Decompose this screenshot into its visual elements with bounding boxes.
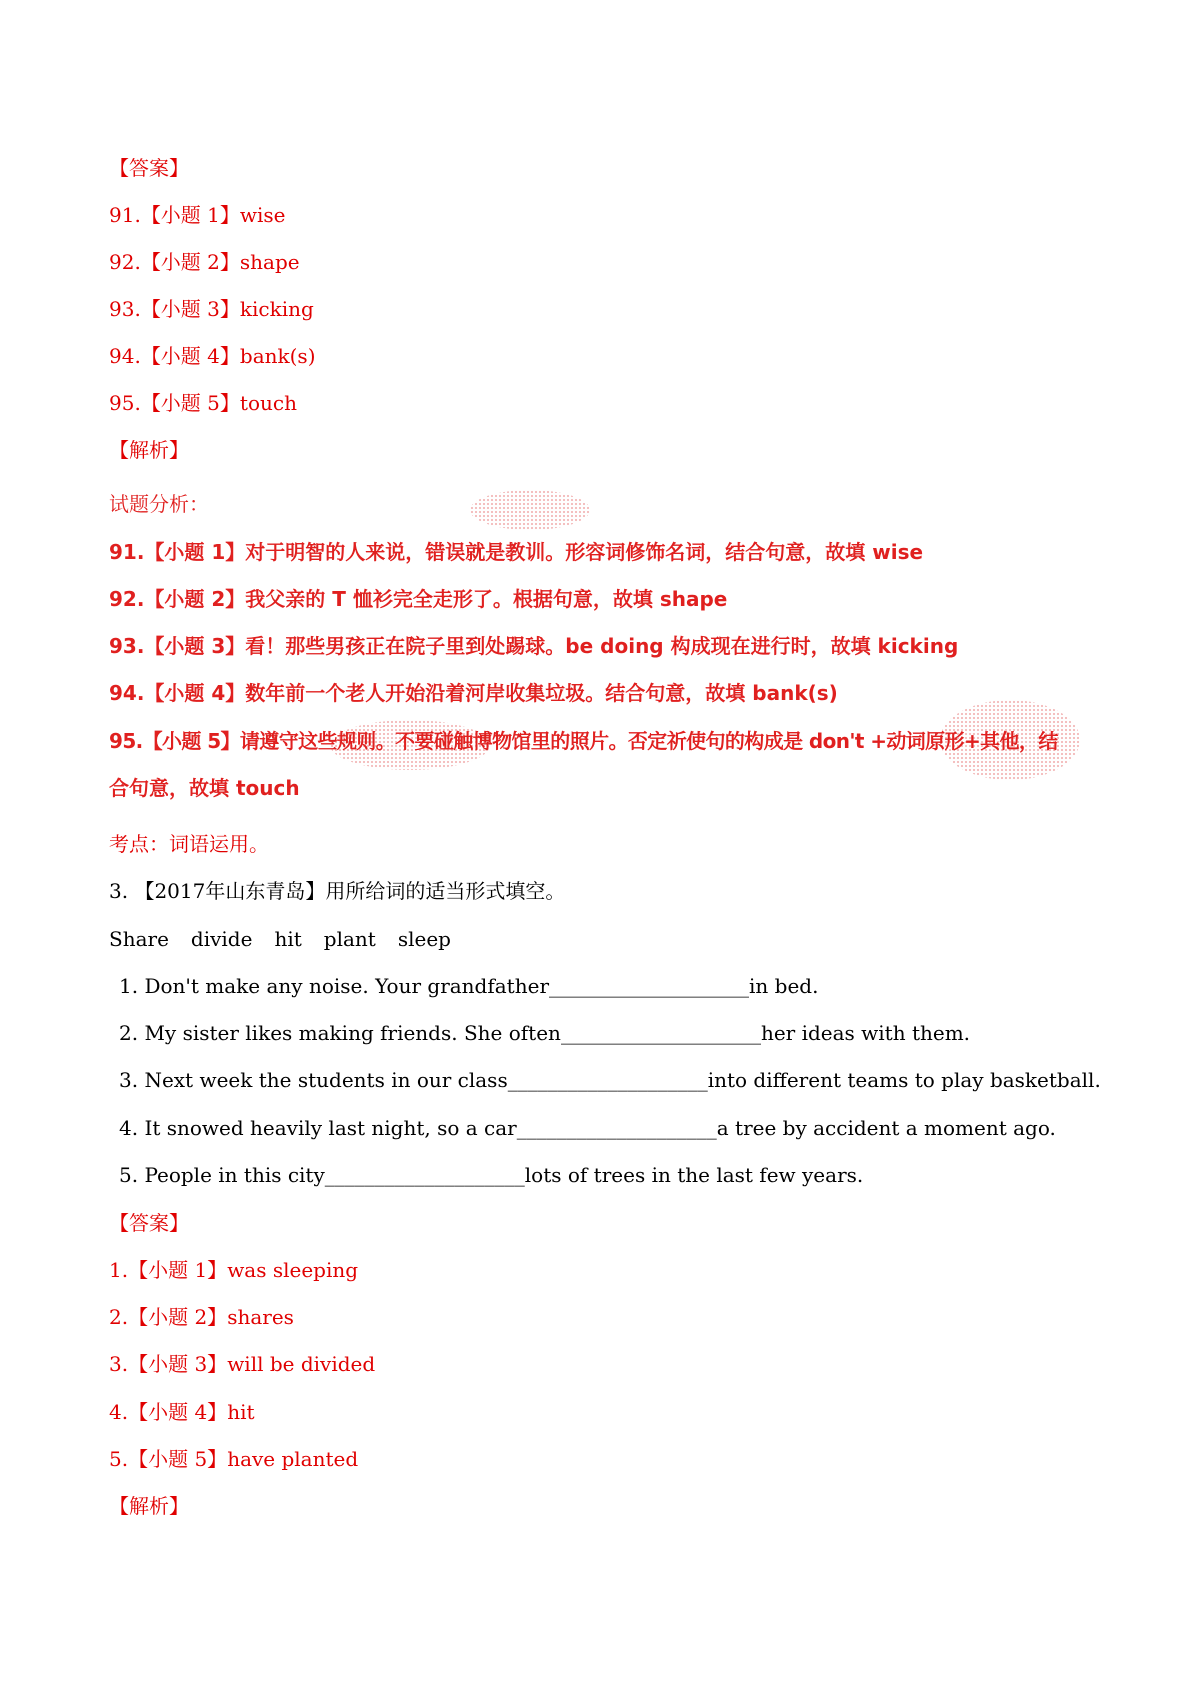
answer-blank[interactable]: ____________________	[560, 1021, 761, 1045]
answer-blank[interactable]: ____________________	[516, 1116, 717, 1140]
question-item: 5. People in this city____________________lots of trees in the last few years.	[119, 1163, 864, 1187]
analysis-title: 试题分析：	[109, 492, 209, 516]
answer-item: 91.【小题 1】wise	[109, 203, 286, 227]
question-title: 3. 【2017年山东青岛】用所给词的适当形式填空。	[109, 879, 566, 903]
answer-heading: 【答案】	[109, 1211, 189, 1235]
answer-item: 92.【小题 2】shape	[109, 250, 300, 274]
key-point: 考点：词语运用。	[109, 832, 269, 856]
question-item: 4. It snowed heavily last night, so a car____________________a tree by accident a moment ago.	[119, 1116, 1056, 1140]
answer-blank[interactable]: ____________________	[549, 974, 749, 998]
answer-item: 1.【小题 1】was sleeping	[109, 1258, 359, 1282]
question-item: 3. Next week the students in our class____________________into different teams to play basketball.	[119, 1068, 1101, 1092]
word-bank-item: sleep	[397, 927, 451, 951]
analysis-heading: 【解析】	[109, 1494, 189, 1518]
word-bank-item: hit	[274, 927, 302, 951]
analysis-item: 95.【小题 5】请遵守这些规则。不要碰触博物馆里的照片。否定祈使句的构成是 don't +动词原形+其他，结	[109, 729, 1058, 753]
analysis-item: 93.【小题 3】看！那些男孩正在院子里到处踢球。be doing 构成现在进行时，故填 kicking	[109, 634, 959, 658]
answer-item: 95.【小题 5】touch	[109, 391, 297, 415]
watermark-dots	[470, 490, 590, 530]
analysis-item: 合句意，故填 touch	[109, 776, 300, 800]
answer-item: 94.【小题 4】bank(s)	[109, 344, 316, 368]
word-bank-item: divide	[190, 927, 253, 951]
analysis-item: 91.【小题 1】对于明智的人来说，错误就是教训。形容词修饰名词，结合句意，故填 wise	[109, 540, 924, 564]
answer-heading: 【答案】	[109, 156, 189, 180]
word-bank	[109, 927, 473, 951]
question-item: 1. Don't make any noise. Your grandfather____________________in bed.	[119, 974, 819, 998]
answer-item: 93.【小题 3】kicking	[109, 297, 314, 321]
answer-blank[interactable]: ____________________	[324, 1163, 525, 1187]
answer-item: 5.【小题 5】have planted	[109, 1447, 359, 1471]
analysis-heading: 【解析】	[109, 438, 189, 462]
answer-blank[interactable]: ____________________	[507, 1068, 708, 1092]
question-item: 2. My sister likes making friends. She often____________________her ideas with them.	[119, 1021, 971, 1045]
answer-item: 3.【小题 3】will be divided	[109, 1352, 376, 1376]
analysis-item: 94.【小题 4】数年前一个老人开始沿着河岸收集垃圾。结合句意，故填 bank(s)	[109, 681, 838, 705]
answer-item: 2.【小题 2】shares	[109, 1305, 294, 1329]
analysis-item: 92.【小题 2】我父亲的 T 恤衫完全走形了。根据句意，故填 shape	[109, 587, 728, 611]
answer-item: 4.【小题 4】hit	[109, 1400, 255, 1424]
word-bank-item: plant	[323, 927, 376, 951]
word-bank-item: Share	[109, 927, 169, 951]
